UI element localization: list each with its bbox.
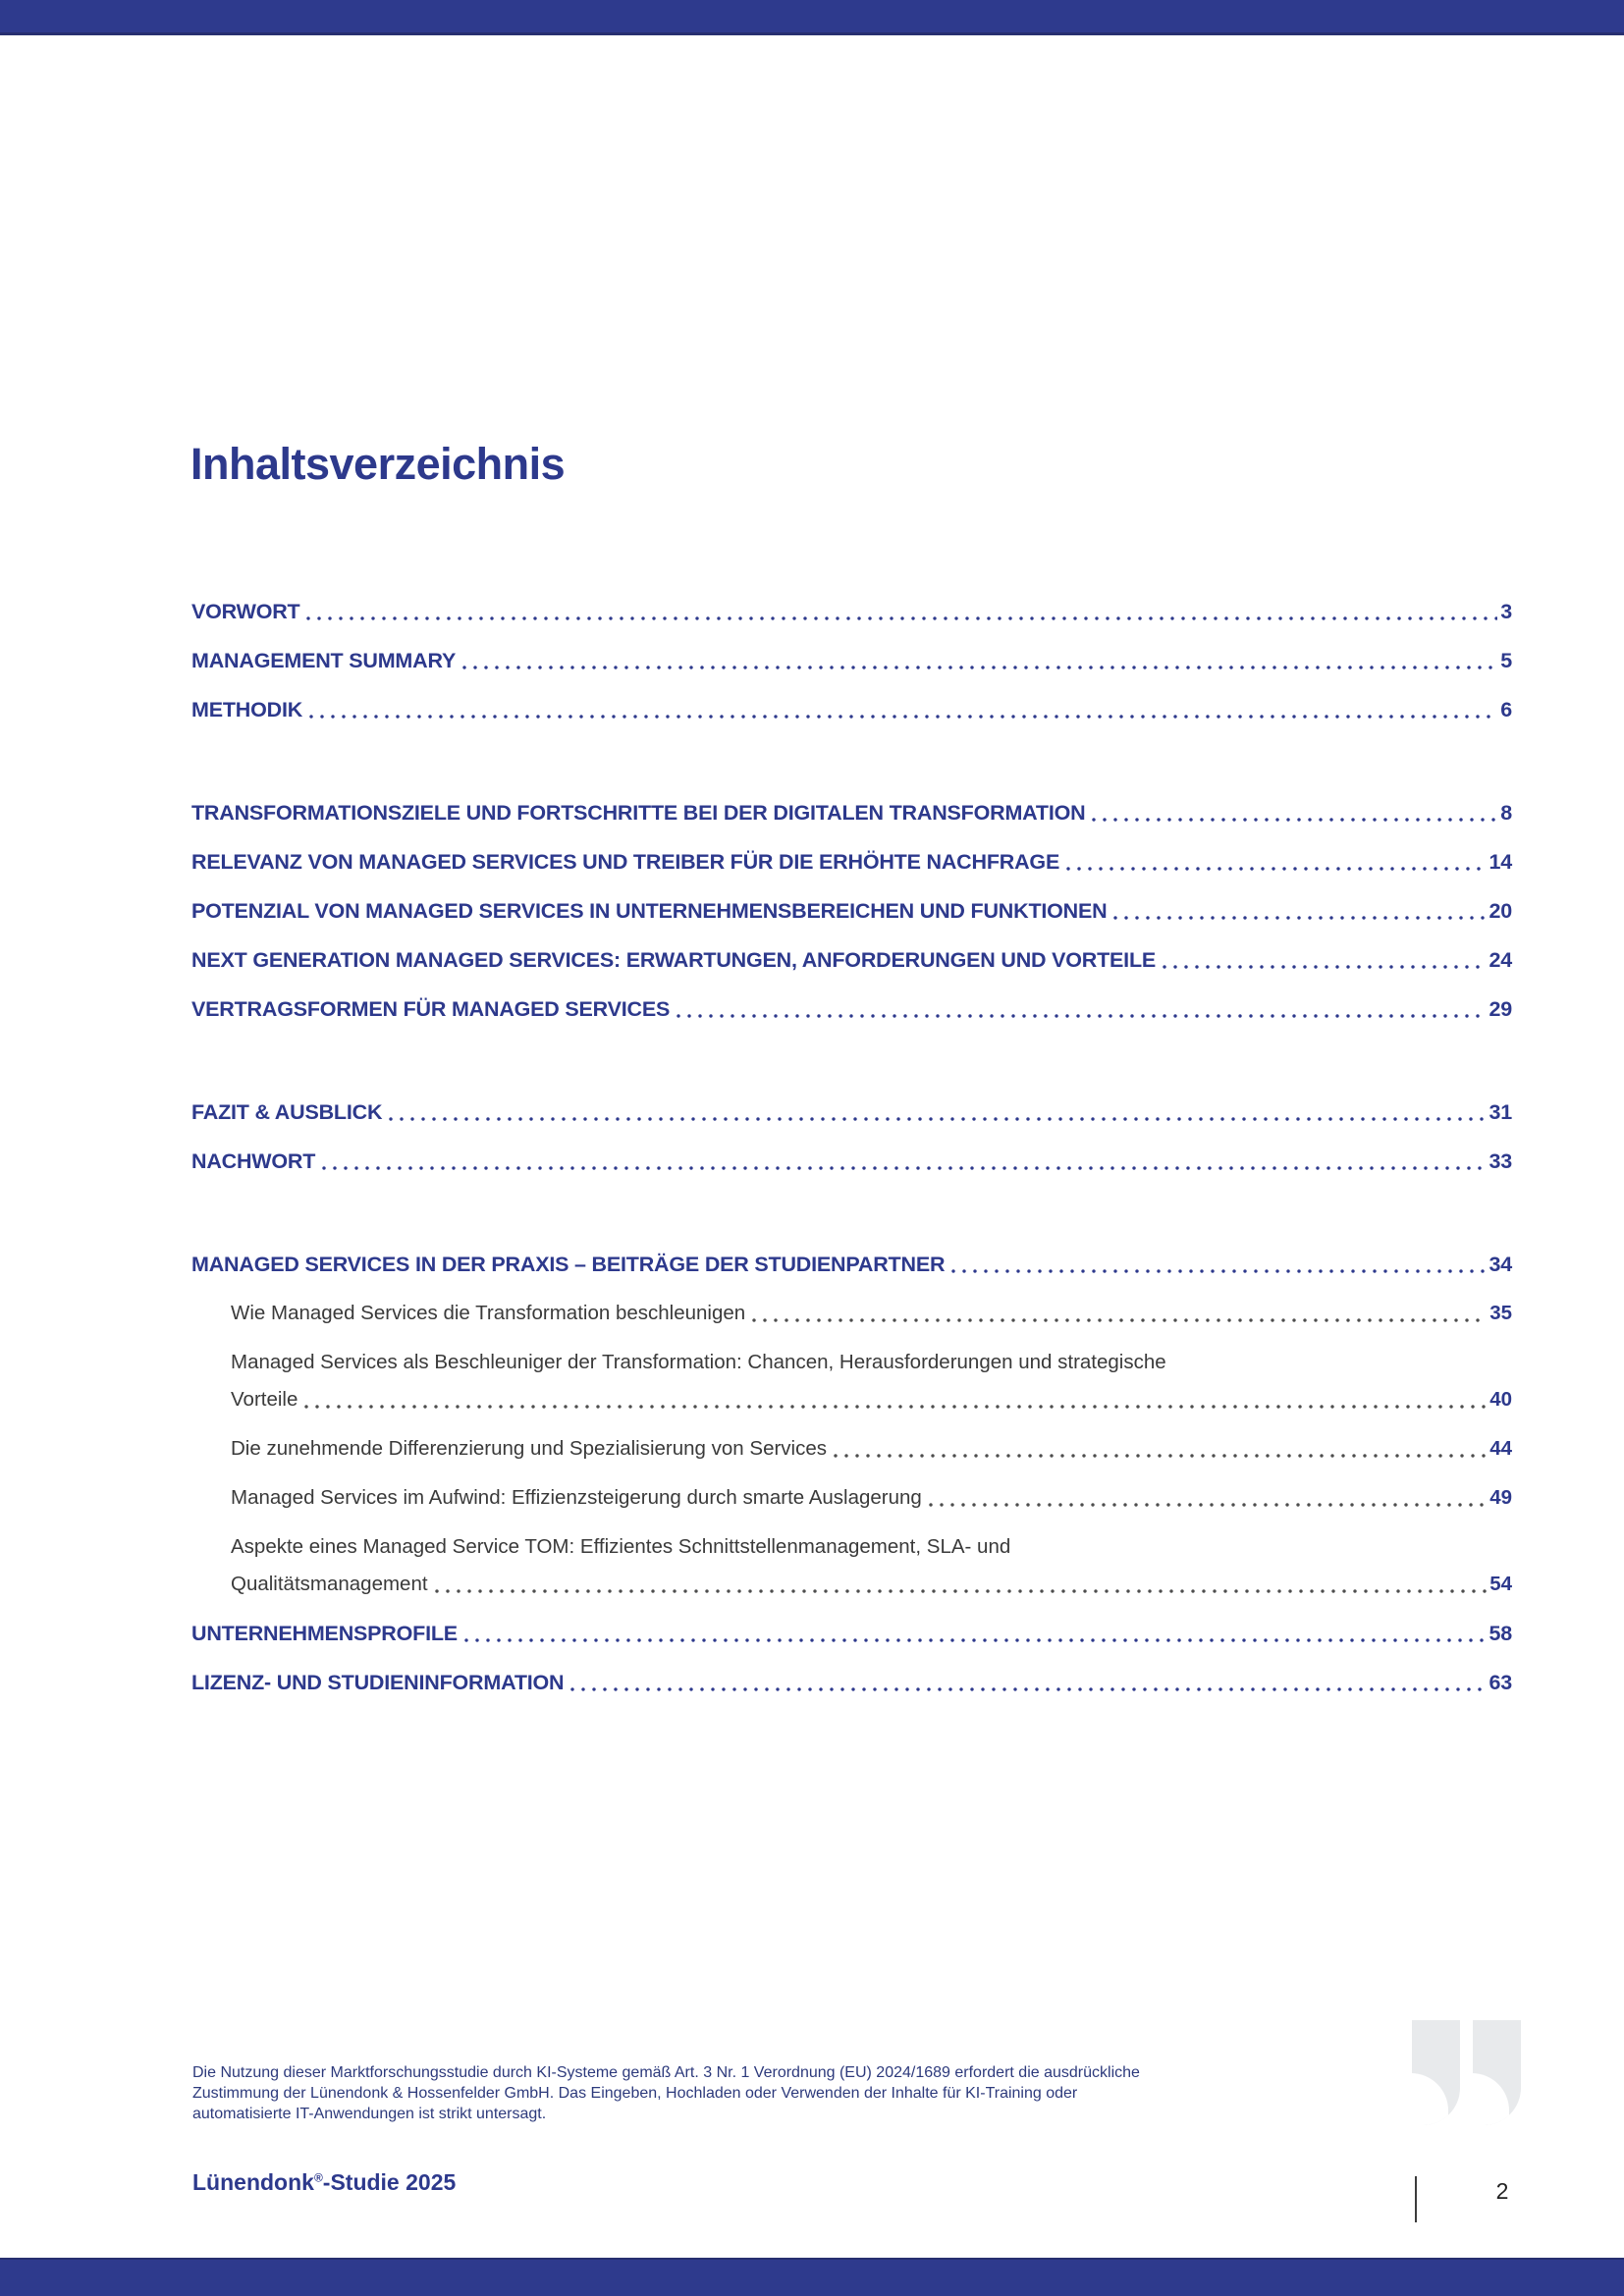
toc-entry-label: NACHWORT	[191, 1149, 316, 1173]
dot-leader	[322, 1137, 1486, 1186]
toc-entry[interactable]	[191, 935, 1512, 985]
dot-leader	[462, 636, 1497, 685]
toc-entry-label: Wie Managed Services die Transformation beschleunigen	[231, 1302, 746, 1324]
toc-entry[interactable]	[191, 1289, 1512, 1338]
toc-entry-page: 49	[1489, 1486, 1512, 1509]
toc-group	[191, 587, 1512, 734]
toc-entry-row	[191, 837, 1512, 886]
toc-entry-label: LIZENZ- UND STUDIENINFORMATION	[191, 1671, 565, 1694]
toc-entry-row	[191, 788, 1512, 837]
page-number: 2	[1495, 2178, 1509, 2204]
toc-entry-page: 35	[1489, 1302, 1512, 1324]
dot-leader	[1163, 935, 1486, 985]
toc-entry[interactable]	[191, 1240, 1512, 1289]
dot-leader	[951, 1240, 1486, 1289]
disclaimer-line: automatisierte IT-Anwendungen ist strikt untersagt.	[192, 2106, 547, 2122]
toc-entry-row	[191, 636, 1512, 685]
toc-entry-row	[191, 886, 1512, 935]
toc-entry-page: 6	[1500, 698, 1512, 721]
toc-group	[191, 1088, 1512, 1186]
toc-entry-row	[191, 1289, 1512, 1338]
toc-entry-page: 31	[1489, 1100, 1512, 1124]
toc-entry-row	[191, 1240, 1512, 1289]
toc-group	[191, 788, 1512, 1034]
toc-entry[interactable]	[191, 1137, 1512, 1186]
toc-entry[interactable]	[191, 1338, 1512, 1424]
toc-entry-label: FAZIT & AUSBLICK	[191, 1100, 383, 1124]
dot-leader	[1066, 837, 1486, 886]
toc-entry-label: TRANSFORMATIONSZIELE UND FORTSCHRITTE BEI DER DIGITALEN TRANSFORMATION	[191, 801, 1086, 825]
dot-leader	[309, 685, 1497, 734]
toc-entry-label: RELEVANZ VON MANAGED SERVICES UND TREIBER FÜR DIE ERHÖHTE NACHFRAGE	[191, 850, 1060, 874]
toc-entry[interactable]	[191, 886, 1512, 935]
toc-entry-label: Qualitätsmanagement	[231, 1573, 428, 1595]
toc-entry-page: 54	[1489, 1573, 1512, 1595]
toc-entry-line: Managed Services als Beschleuniger der Transformation: Chancen, Herausforderungen und strategische	[231, 1351, 1166, 1373]
toc	[191, 587, 1512, 1707]
dot-leader	[1113, 886, 1486, 935]
toc-entry-label: MANAGEMENT SUMMARY	[191, 649, 457, 672]
toc-entry[interactable]	[191, 788, 1512, 837]
toc-entry-row	[191, 1424, 1512, 1473]
footer-divider	[1415, 2176, 1417, 2222]
toc-entry-page: 58	[1489, 1622, 1512, 1645]
toc-entry[interactable]	[191, 1658, 1512, 1707]
toc-entry-row	[191, 985, 1512, 1034]
dot-leader	[677, 985, 1486, 1034]
toc-entry[interactable]	[191, 587, 1512, 636]
toc-entry-page: 34	[1489, 1253, 1512, 1276]
dot-leader	[389, 1088, 1486, 1137]
bottom-bar	[0, 2258, 1624, 2296]
top-bar	[0, 0, 1624, 35]
toc-entry-label: Vorteile	[231, 1388, 298, 1411]
toc-entry[interactable]	[191, 837, 1512, 886]
toc-entry-page: 33	[1489, 1149, 1512, 1173]
toc-entry-page: 20	[1489, 899, 1512, 923]
page-title: Inhaltsverzeichnis	[190, 439, 566, 490]
dot-leader	[834, 1424, 1487, 1473]
toc-entry-row	[191, 685, 1512, 734]
toc-entry[interactable]	[191, 1473, 1512, 1522]
toc-entry-row	[191, 935, 1512, 985]
toc-entry-page: 8	[1500, 801, 1512, 825]
registered-trademark-icon: ®	[313, 2170, 323, 2185]
toc-entry-label: Die zunehmende Differenzierung und Spezialisierung von Services	[231, 1437, 828, 1460]
toc-entry-label: MANAGED SERVICES IN DER PRAXIS – BEITRÄGE DER STUDIENPARTNER	[191, 1253, 946, 1276]
toc-entry[interactable]	[191, 685, 1512, 734]
toc-entry[interactable]	[191, 1609, 1512, 1658]
disclaimer-line: Die Nutzung dieser Marktforschungsstudie durch KI-Systeme gemäß Art. 3 Nr. 1 Verordnung (EU) 2024/1689 erfordert die ausdrückliche	[192, 2064, 1140, 2081]
toc-entry-page: 63	[1489, 1671, 1512, 1694]
toc-entry-page: 5	[1500, 649, 1512, 672]
toc-entry[interactable]	[191, 985, 1512, 1034]
footer-brand	[192, 2169, 456, 2196]
toc-entry-line: Aspekte eines Managed Service TOM: Effizientes Schnittstellenmanagement, SLA- und	[231, 1535, 1011, 1558]
dot-leader	[929, 1473, 1487, 1522]
toc-entry[interactable]	[191, 1424, 1512, 1473]
toc-entry[interactable]	[191, 1522, 1512, 1609]
toc-entry-label: VERTRAGSFORMEN FÜR MANAGED SERVICES	[191, 997, 671, 1021]
disclaimer-line: Zustimmung der Lünendonk & Hossenfelder GmbH. Das Eingeben, Hochladen oder Verwenden der Inhalte für KI-Training oder	[192, 2085, 1078, 2102]
dot-leader	[306, 587, 1497, 636]
quote-comma-left	[1412, 2020, 1460, 2125]
toc-entry-row	[191, 587, 1512, 636]
ai-usage-disclaimer	[192, 2062, 1380, 2124]
toc-entry-page: 40	[1489, 1388, 1512, 1411]
toc-entry-label: POTENZIAL VON MANAGED SERVICES IN UNTERNEHMENSBEREICHEN UND FUNKTIONEN	[191, 899, 1108, 923]
quote-mark-icon	[1412, 2020, 1521, 2125]
dot-leader	[464, 1609, 1487, 1658]
toc-entry-page: 3	[1500, 600, 1512, 623]
toc-entry-row	[191, 1375, 1512, 1424]
toc-entry-page: 14	[1489, 850, 1512, 874]
dot-leader	[570, 1658, 1486, 1707]
toc-entry-row	[191, 1609, 1512, 1658]
dot-leader	[435, 1560, 1488, 1609]
toc-entry-row	[191, 1473, 1512, 1522]
toc-entry-row	[191, 1088, 1512, 1137]
toc-entry-label: VORWORT	[191, 600, 300, 623]
toc-entry-page: 44	[1489, 1437, 1512, 1460]
footer-brand-name: Lünendonk	[192, 2169, 314, 2195]
toc-entry-page: 29	[1489, 997, 1512, 1021]
dot-leader	[752, 1289, 1487, 1338]
toc-entry-row	[191, 1560, 1512, 1609]
dot-leader	[304, 1375, 1487, 1424]
toc-entry[interactable]	[191, 636, 1512, 685]
toc-entry-label: METHODIK	[191, 698, 303, 721]
toc-entry-page: 24	[1489, 948, 1512, 972]
quote-comma-right	[1473, 2020, 1521, 2125]
toc-entry-row	[191, 1658, 1512, 1707]
toc-entry-label: UNTERNEHMENSPROFILE	[191, 1622, 458, 1645]
toc-entry[interactable]	[191, 1088, 1512, 1137]
footer-brand-suffix: -Studie 2025	[322, 2169, 457, 2195]
dot-leader	[1092, 788, 1497, 837]
toc-group	[191, 1240, 1512, 1707]
toc-entry-label: NEXT GENERATION MANAGED SERVICES: ERWARTUNGEN, ANFORDERUNGEN UND VORTEILE	[191, 948, 1157, 972]
toc-entry-row	[191, 1137, 1512, 1186]
toc-entry-label: Managed Services im Aufwind: Effizienzsteigerung durch smarte Auslagerung	[231, 1486, 922, 1509]
